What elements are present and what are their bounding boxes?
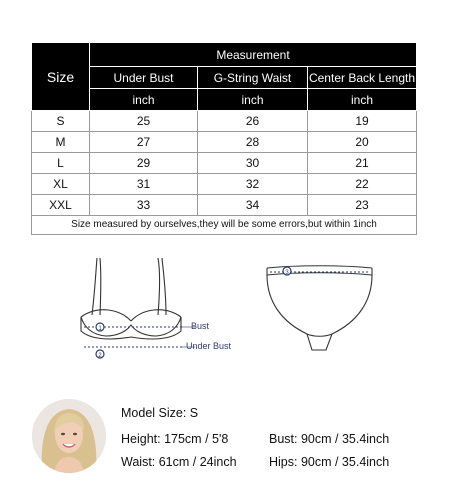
column-header-under-bust: Under Bust — [90, 67, 198, 89]
size-cell: L — [32, 153, 90, 174]
value-cell: 20 — [308, 132, 417, 153]
bottom-measurement-diagram — [262, 262, 377, 357]
under-bust-label: Under Bust — [186, 341, 232, 351]
value-cell: 27 — [90, 132, 198, 153]
model-avatar — [32, 399, 106, 473]
bra-measurement-diagram — [70, 255, 245, 365]
marker-1-icon — [96, 323, 104, 332]
model-bust: Bust: 90cm / 35.4inch — [269, 432, 390, 446]
size-cell: M — [32, 132, 90, 153]
table-columns-row — [32, 67, 417, 89]
table-note-row — [32, 216, 417, 235]
size-chart-table — [31, 42, 417, 235]
value-cell: 23 — [308, 195, 417, 216]
table-header-row — [32, 43, 417, 67]
table-unit-row — [32, 89, 417, 111]
model-size-title: Model Size: S — [121, 406, 199, 420]
bust-label: Bust — [191, 321, 210, 331]
column-header-g-string-waist: G-String Waist — [198, 67, 308, 89]
table-row — [32, 111, 417, 132]
unit-cell: inch — [308, 89, 417, 111]
size-cell: XL — [32, 174, 90, 195]
table-row — [32, 132, 417, 153]
column-header-center-back-length: Center Back Length — [308, 67, 417, 89]
value-cell: 25 — [90, 111, 198, 132]
value-cell: 33 — [90, 195, 198, 216]
marker-2-icon — [96, 350, 104, 359]
model-height: Height: 175cm / 5'8 — [121, 432, 229, 446]
size-cell: XXL — [32, 195, 90, 216]
value-cell: 31 — [90, 174, 198, 195]
size-column-header: Size — [32, 43, 90, 111]
value-cell: 32 — [198, 174, 308, 195]
value-cell: 22 — [308, 174, 417, 195]
table-row — [32, 174, 417, 195]
value-cell: 30 — [198, 153, 308, 174]
value-cell: 29 — [90, 153, 198, 174]
unit-cell: inch — [198, 89, 308, 111]
value-cell: 28 — [198, 132, 308, 153]
table-row — [32, 195, 417, 216]
measurement-note: Size measured by ourselves,they will be some errors,but within 1inch — [32, 216, 417, 235]
unit-cell: inch — [90, 89, 198, 111]
value-cell: 19 — [308, 111, 417, 132]
model-hips: Hips: 90cm / 35.4inch — [269, 455, 390, 469]
model-waist: Waist: 61cm / 24inch — [121, 455, 237, 469]
svg-text:1: 1 — [98, 326, 102, 332]
size-cell: S — [32, 111, 90, 132]
table-row — [32, 153, 417, 174]
measurement-header: Measurement — [90, 43, 417, 67]
value-cell: 26 — [198, 111, 308, 132]
marker-3-icon — [283, 267, 291, 276]
svg-text:2: 2 — [98, 353, 102, 359]
svg-text:3: 3 — [285, 270, 289, 276]
value-cell: 21 — [308, 153, 417, 174]
value-cell: 34 — [198, 195, 308, 216]
